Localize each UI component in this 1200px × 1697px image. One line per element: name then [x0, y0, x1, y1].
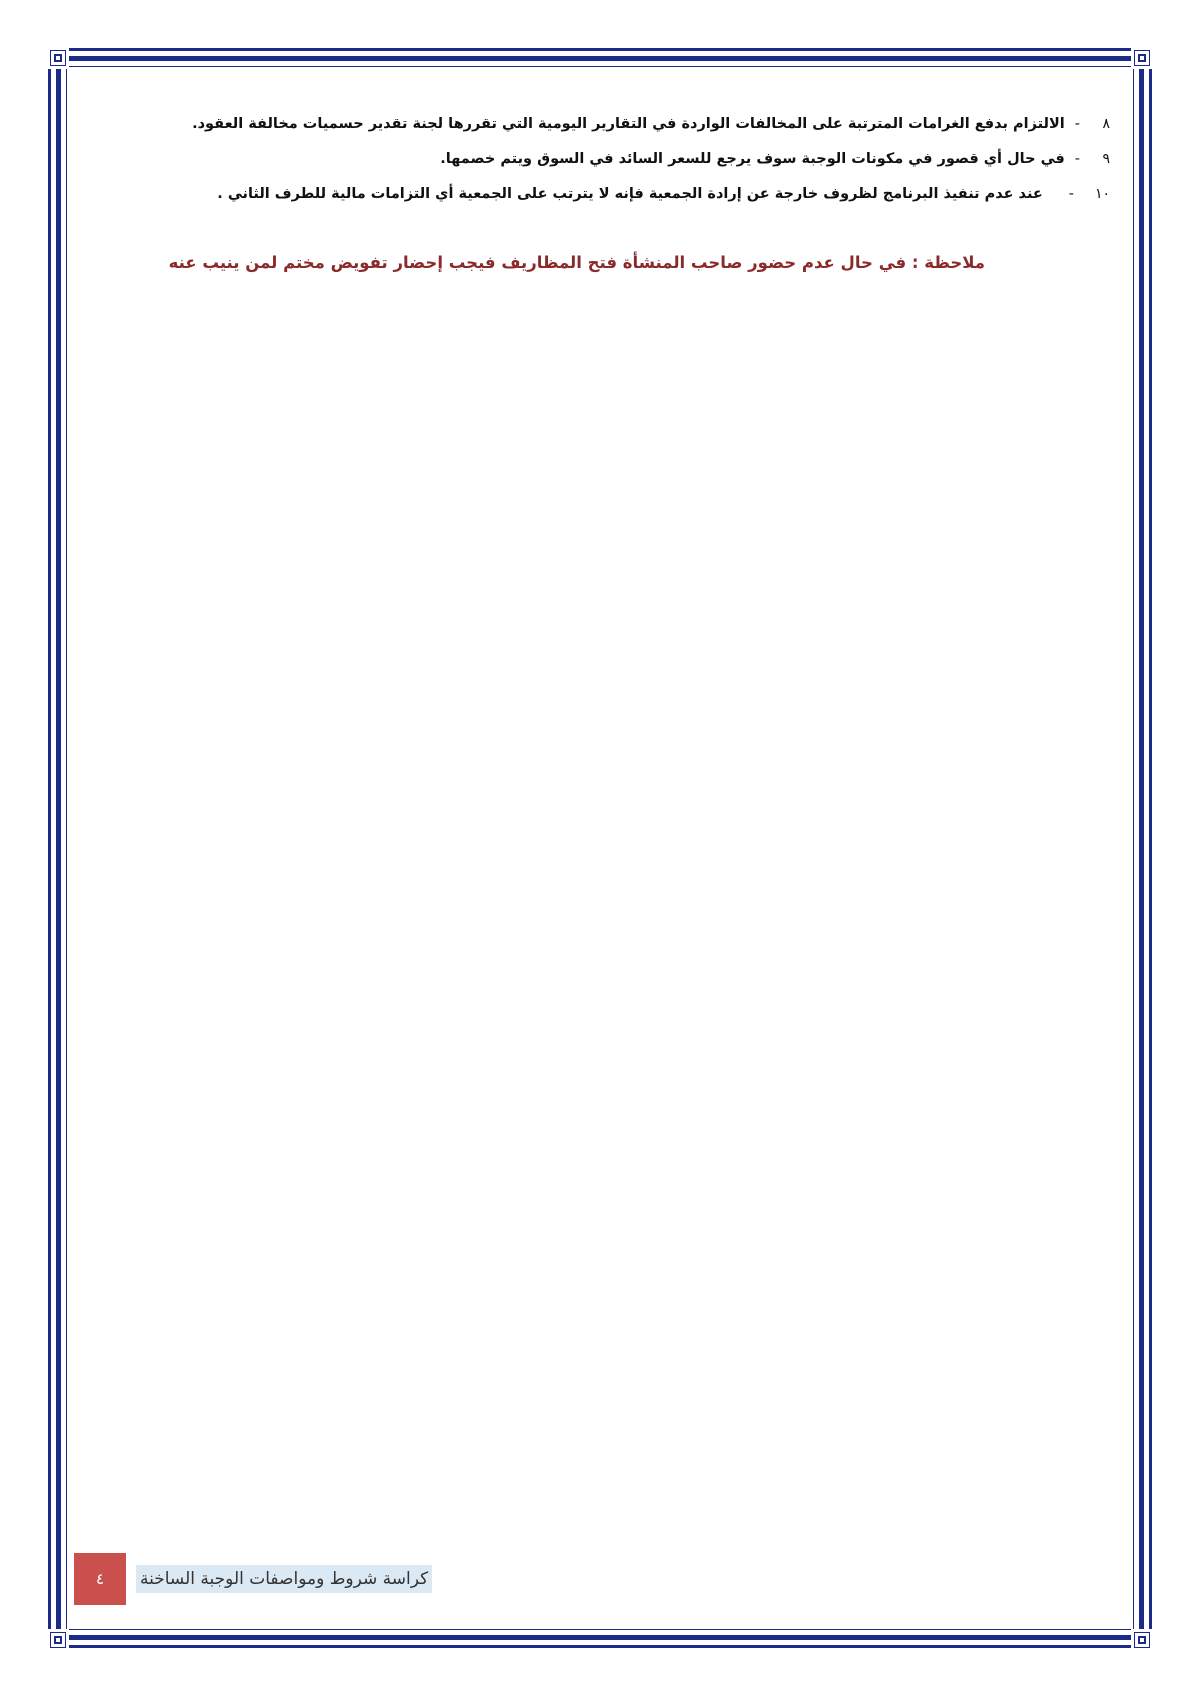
- note-text: ملاحظة : في حال عدم حضور صاحب المنشأة فتح المظاريف فيجب إحضار تفويض مختم لمن ينيب عنه: [168, 253, 985, 272]
- page-number-badge: ٤: [74, 1553, 126, 1605]
- list-item: [140, 115, 1110, 134]
- border-corner-ornament: [1131, 47, 1153, 69]
- document-title: كراسة شروط ومواصفات الوجبة الساخنة: [136, 1565, 432, 1593]
- item-dash: -: [1074, 116, 1080, 132]
- item-dash: -: [1074, 151, 1080, 167]
- border-corner-ornament: [47, 47, 69, 69]
- list-item: [140, 185, 1110, 204]
- item-number: ٨: [1102, 116, 1110, 132]
- item-text: في حال أي قصور في مكونات الوجبة سوف يرجع للسعر السائد في السوق ويتم خصمها.: [440, 151, 1065, 167]
- list-item: [140, 150, 1110, 169]
- border-corner-ornament: [47, 1629, 69, 1651]
- item-text: عند عدم تنفيذ البرنامج لظروف خارجة عن إرادة الجمعية فإنه لا يترتب على الجمعية أي التزامات مالية للطرف الثاني .: [217, 186, 1043, 202]
- page-footer: [74, 1553, 432, 1605]
- item-text: الالتزام بدفع الغرامات المترتبة على المخالفات الواردة في التقارير اليومية التي تقررها لجنة تقدير حسميات مخالفة العقود.: [192, 116, 1065, 132]
- item-number: ٩: [1102, 151, 1110, 167]
- border-corner-ornament: [1131, 1629, 1153, 1651]
- page-border-line: [66, 66, 1134, 1630]
- item-dash: -: [1068, 186, 1074, 202]
- item-number: ١٠: [1094, 186, 1110, 202]
- conditions-list: [140, 115, 1110, 220]
